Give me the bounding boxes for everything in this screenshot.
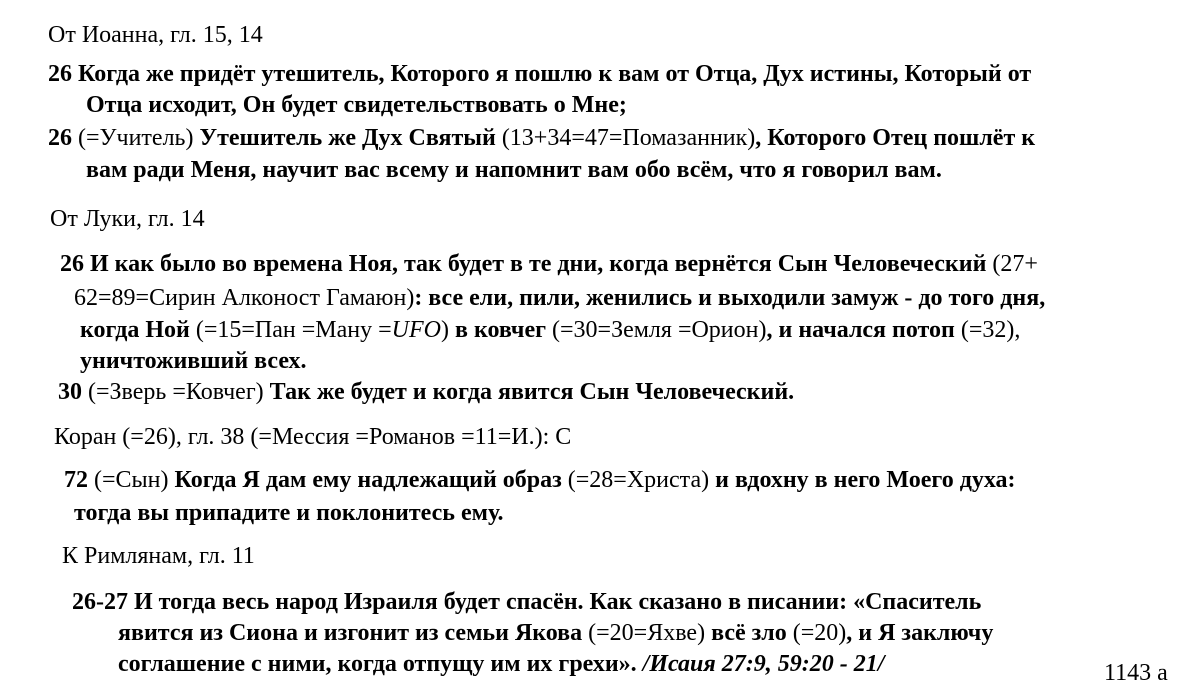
verse-annotation-italic: UFO [391,317,441,343]
verse-text: , и начался потоп [766,317,955,343]
verse-line [80,345,307,377]
verse-text: уничтоживший всех. [80,348,307,374]
verse-text: 26 И как было во времена Ноя, так будет в те дни, когда вернётся Сын Человеческий [60,251,987,277]
verse-text: тогда вы припадите и поклонитесь ему. [74,500,504,526]
verse-annotation: (13+34=47=Помазанник) [495,125,756,151]
verse-text: явится из Сиона и изгонит из семьи Якова [118,620,583,646]
verse-text: и вдохну в него Моего духа: [709,467,1016,493]
verse-annotation: (=20=Яхве) [582,620,706,646]
verse-line [118,648,884,680]
verse-text: когда Ной [80,317,190,343]
verse-line [60,248,1038,280]
verse-annotation: (=30=Земля =Орион) [546,317,767,343]
verse-annotation: (=20) [786,620,847,646]
page-number: 1143 а [1104,660,1168,686]
verse-text: всё зло [705,620,787,646]
verse-line [58,376,794,408]
verse-text: , и Я заключу [846,620,994,646]
verse-text: , Которого Отец пошлёт к [755,125,1036,151]
chapter-header-romans: К Римлянам, гл. 11 [62,543,255,569]
verse-line [48,122,1035,154]
verse-text: Когда Я дам ему надлежащий образ [174,467,562,493]
verse-text: Утешитель же Дух Святый [199,125,496,151]
verse-annotation: ) [440,317,449,343]
verse-line [48,58,1031,90]
verse-text: вам ради Меня, научит вас всему и напомнит вам обо всём, что я говорил вам. [86,157,942,183]
chapter-header-luke: От Луки, гл. 14 [50,206,205,232]
verse-annotation: (27+ [986,251,1038,277]
verse-annotation: (=28=Христа) [561,467,710,493]
verse-number: 72 [64,467,88,493]
verse-annotation: (=Учитель) [72,125,200,151]
scripture-reference: /Исаия 27:9, 59:20 - 21/ [636,651,885,677]
verse-annotation: 62=89=Сирин Алконост Гамаюн) [74,285,415,311]
verse-line [80,314,1020,346]
verse-line [64,464,1016,496]
verse-line [86,89,627,121]
verse-annotation: (=32), [954,317,1021,343]
verse-text: в ковчег [448,317,546,343]
verse-line [72,586,981,618]
verse-number: 30 [58,379,82,405]
verse-text: 26-27 И тогда весь народ Израиля будет спасён. Как сказано в писании: «Спаситель [72,589,982,615]
chapter-header-john: От Иоанна, гл. 15, 14 [48,22,263,48]
verse-line [74,497,504,529]
verse-annotation: (=Сын) [88,467,175,493]
verse-text: 26 Когда же придёт утешитель, Которого я пошлю к вам от Отца, Дух истины, Который от [48,61,1032,87]
verse-line [86,154,942,186]
verse-number: 26 [48,125,72,151]
verse-line [74,282,1045,314]
verse-text: Так же будет и когда явится Сын Человеческий. [269,379,795,405]
verse-annotation: (=Зверь =Ковчег) [82,379,270,405]
verse-text: : все ели, пили, женились и выходили замуж - до того дня, [414,285,1046,311]
verse-text: Отца исходит, Он будет свидетельствовать о Мне; [86,92,627,118]
verse-line [118,617,993,649]
verse-annotation: (=15=Пан =Ману = [189,317,392,343]
chapter-header-quran: Коран (=26), гл. 38 (=Мессия =Романов =11=И.): С [54,424,572,450]
verse-text: соглашение с ними, когда отпущу им их грехи». [118,651,637,677]
